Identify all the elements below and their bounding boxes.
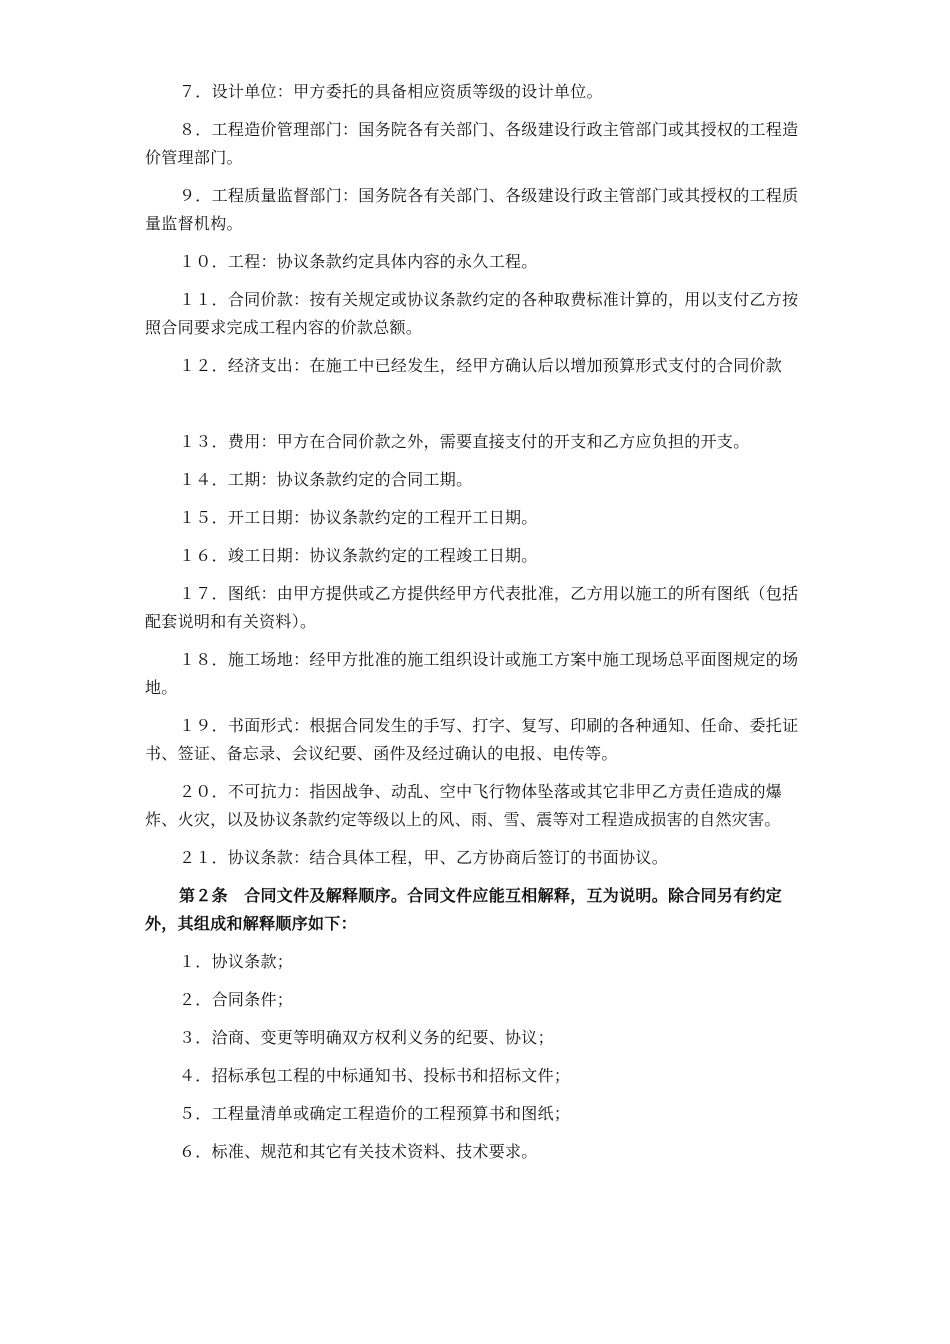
clause-16: １６．竣工日期：协议条款约定的工程竣工日期。 bbox=[179, 546, 538, 565]
clause-11: １１．合同价款：按有关规定或协议条款约定的各种取费标准计算的，用以支付乙方按照合同要求完成工程内容的价款总额。 bbox=[145, 290, 799, 337]
clause-15: １５．开工日期：协议条款约定的工程开工日期。 bbox=[179, 508, 538, 527]
clause-21: ２１．协议条款：结合具体工程，甲、乙方协商后签订的书面协议。 bbox=[179, 848, 669, 867]
order-item-2: ２．合同条件； bbox=[179, 990, 294, 1009]
order-item-1: １．协议条款； bbox=[179, 952, 294, 971]
article-2-heading: 第２条 合同文件及解释顺序。合同文件应能互相解释，互为说明。除合同另有约定外，其组成和解释顺序如下： bbox=[145, 886, 783, 933]
clause-14: １４．工期：协议条款约定的合同工期。 bbox=[179, 470, 473, 489]
order-item-3: ３．洽商、变更等明确双方权利义务的纪要、协议； bbox=[179, 1028, 554, 1047]
order-item-5: ５．工程量清单或确定工程造价的工程预算书和图纸； bbox=[179, 1104, 571, 1123]
clause-8: ８．工程造价管理部门：国务院各有关部门、各级建设行政主管部门或其授权的工程造价管理部门。 bbox=[145, 120, 799, 167]
document-body bbox=[145, 78, 809, 1176]
clause-19: １９．书面形式：根据合同发生的手写、打字、复写、印刷的各种通知、任命、委托证书、签证、备忘录、会议纪要、函件及经过确认的电报、电传等。 bbox=[145, 716, 799, 763]
clause-20: ２０．不可抗力：指因战争、动乱、空中飞行物体坠落或其它非甲乙方责任造成的爆炸、火灾，以及协议条款约定等级以上的风、雨、雪、震等对工程造成损害的自然灾害。 bbox=[145, 782, 783, 829]
clause-17: １７．图纸：由甲方提供或乙方提供经甲方代表批准，乙方用以施工的所有图纸（包括配套说明和有关资料）。 bbox=[145, 584, 799, 631]
order-item-4: ４．招标承包工程的中标通知书、投标书和招标文件； bbox=[179, 1066, 571, 1085]
clause-10: １０．工程：协议条款约定具体内容的永久工程。 bbox=[179, 252, 538, 271]
clause-7: ７．设计单位：甲方委托的具备相应资质等级的设计单位。 bbox=[179, 82, 603, 101]
clause-12: １２．经济支出：在施工中已经发生，经甲方确认后以增加预算形式支付的合同价款 bbox=[179, 356, 783, 375]
clause-13: １３．费用：甲方在合同价款之外，需要直接支付的开支和乙方应负担的开支。 bbox=[179, 432, 750, 451]
clause-18: １８．施工场地：经甲方批准的施工组织设计或施工方案中施工现场总平面图规定的场地。 bbox=[145, 650, 799, 697]
clause-9: ９．工程质量监督部门：国务院各有关部门、各级建设行政主管部门或其授权的工程质量监督机构。 bbox=[145, 186, 799, 233]
order-item-6: ６．标准、规范和其它有关技术资料、技术要求。 bbox=[179, 1142, 538, 1161]
